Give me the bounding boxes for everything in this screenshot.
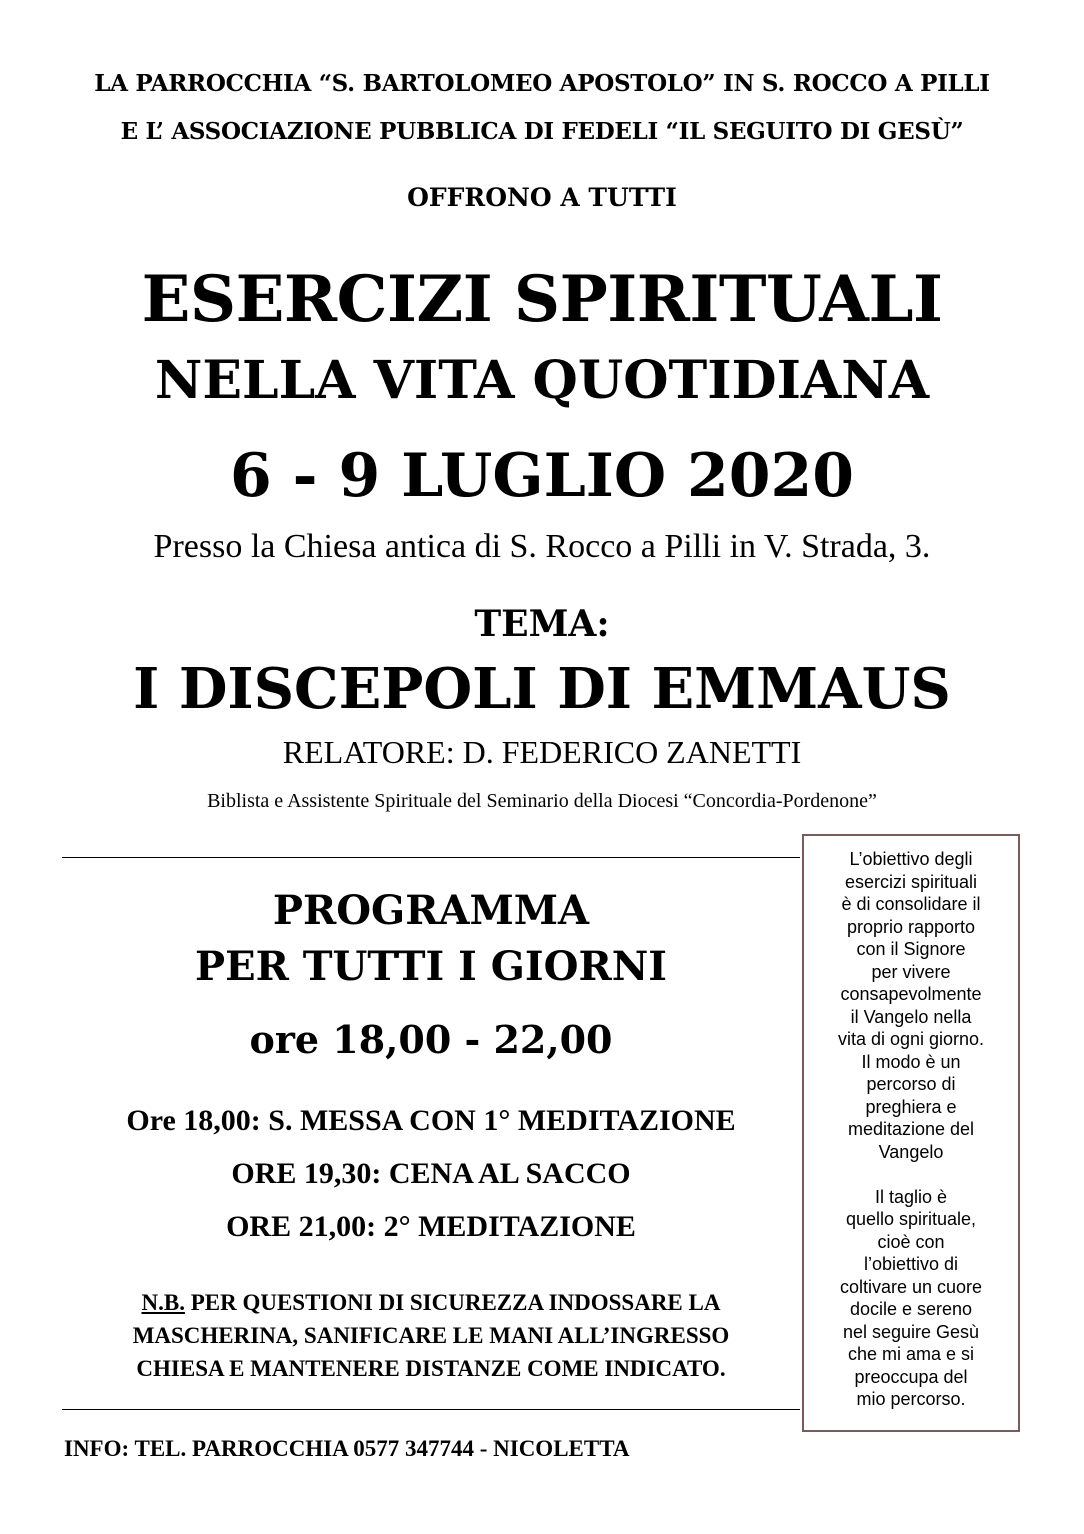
event-place: Presso la Chiesa antica di S. Rocco a Pilli in V. Strada, 3.	[153, 528, 931, 565]
safety-note-line-3: CHIESA E MANTENERE DISTANZE COME INDICATO.	[136, 1356, 726, 1381]
schedule-item: ORE 21,00: 2° MEDITAZIONE	[226, 1210, 636, 1243]
objective-text: L’obiettivo degli esercizi spirituali è di consolidare il proprio rapporto con il Signore per vivere consapevolmente il Vangelo nella vita di ogni giorno. Il modo è un percorso di preghiera e meditazione del Vangelo Il taglio è quello spirituale, cioè con l’obiettivo di coltivare un cuore docile e sereno nel seguire Gesù che mi ama e si preoccupa del mio percorso.	[837, 849, 985, 1409]
divider-top	[62, 857, 800, 858]
schedule-item: Ore 18,00: S. MESSA CON 1° MEDITAZIONE	[126, 1104, 736, 1137]
program-hours: ore 18,00 - 22,00	[249, 1017, 613, 1062]
objective-box	[802, 834, 1020, 1432]
contact-info: INFO: TEL. PARROCCHIA 0577 347744 - NICOLETTA	[64, 1436, 630, 1461]
divider-bottom	[62, 1409, 800, 1410]
speaker-name: RELATORE: D. FEDERICO ZANETTI	[282, 734, 802, 770]
note-text: PER QUESTIONI DI SICUREZZA INDOSSARE LA	[184, 1290, 721, 1315]
event-subtitle: NELLA VITA QUOTIDIANA	[154, 350, 930, 411]
offer-line: OFFRONO A TUTTI	[407, 183, 677, 212]
safety-note	[62, 1286, 800, 1385]
speaker-bio: Biblista e Assistente Spirituale del Seminario della Diocesi “Concordia-Pordenone”	[207, 790, 877, 812]
organizer-line-2: E L’ ASSOCIAZIONE PUBBLICA DI FEDELI “IL SEGUITO DI GESÙ”	[120, 118, 964, 145]
safety-note-line-1	[62, 1286, 800, 1319]
organizer-line-1: LA PARROCCHIA “S. BARTOLOMEO APOSTOLO” IN S. ROCCO A PILLI	[94, 70, 990, 97]
note-prefix: N.B.	[141, 1290, 185, 1315]
theme-label: TEMA:	[474, 603, 610, 645]
program-title: PROGRAMMA	[272, 887, 590, 934]
event-title: ESERCIZI SPIRITUALI	[141, 262, 943, 337]
theme-name: I DISCEPOLI DI EMMAUS	[133, 656, 951, 722]
schedule-item: ORE 19,30: CENA AL SACCO	[231, 1157, 631, 1190]
event-date: 6 - 9 LUGLIO 2020	[230, 441, 854, 511]
safety-note-line-2: MASCHERINA, SANIFICARE LE MANI ALL’INGRESSO	[132, 1323, 730, 1348]
program-subtitle: PER TUTTI I GIORNI	[195, 943, 667, 990]
